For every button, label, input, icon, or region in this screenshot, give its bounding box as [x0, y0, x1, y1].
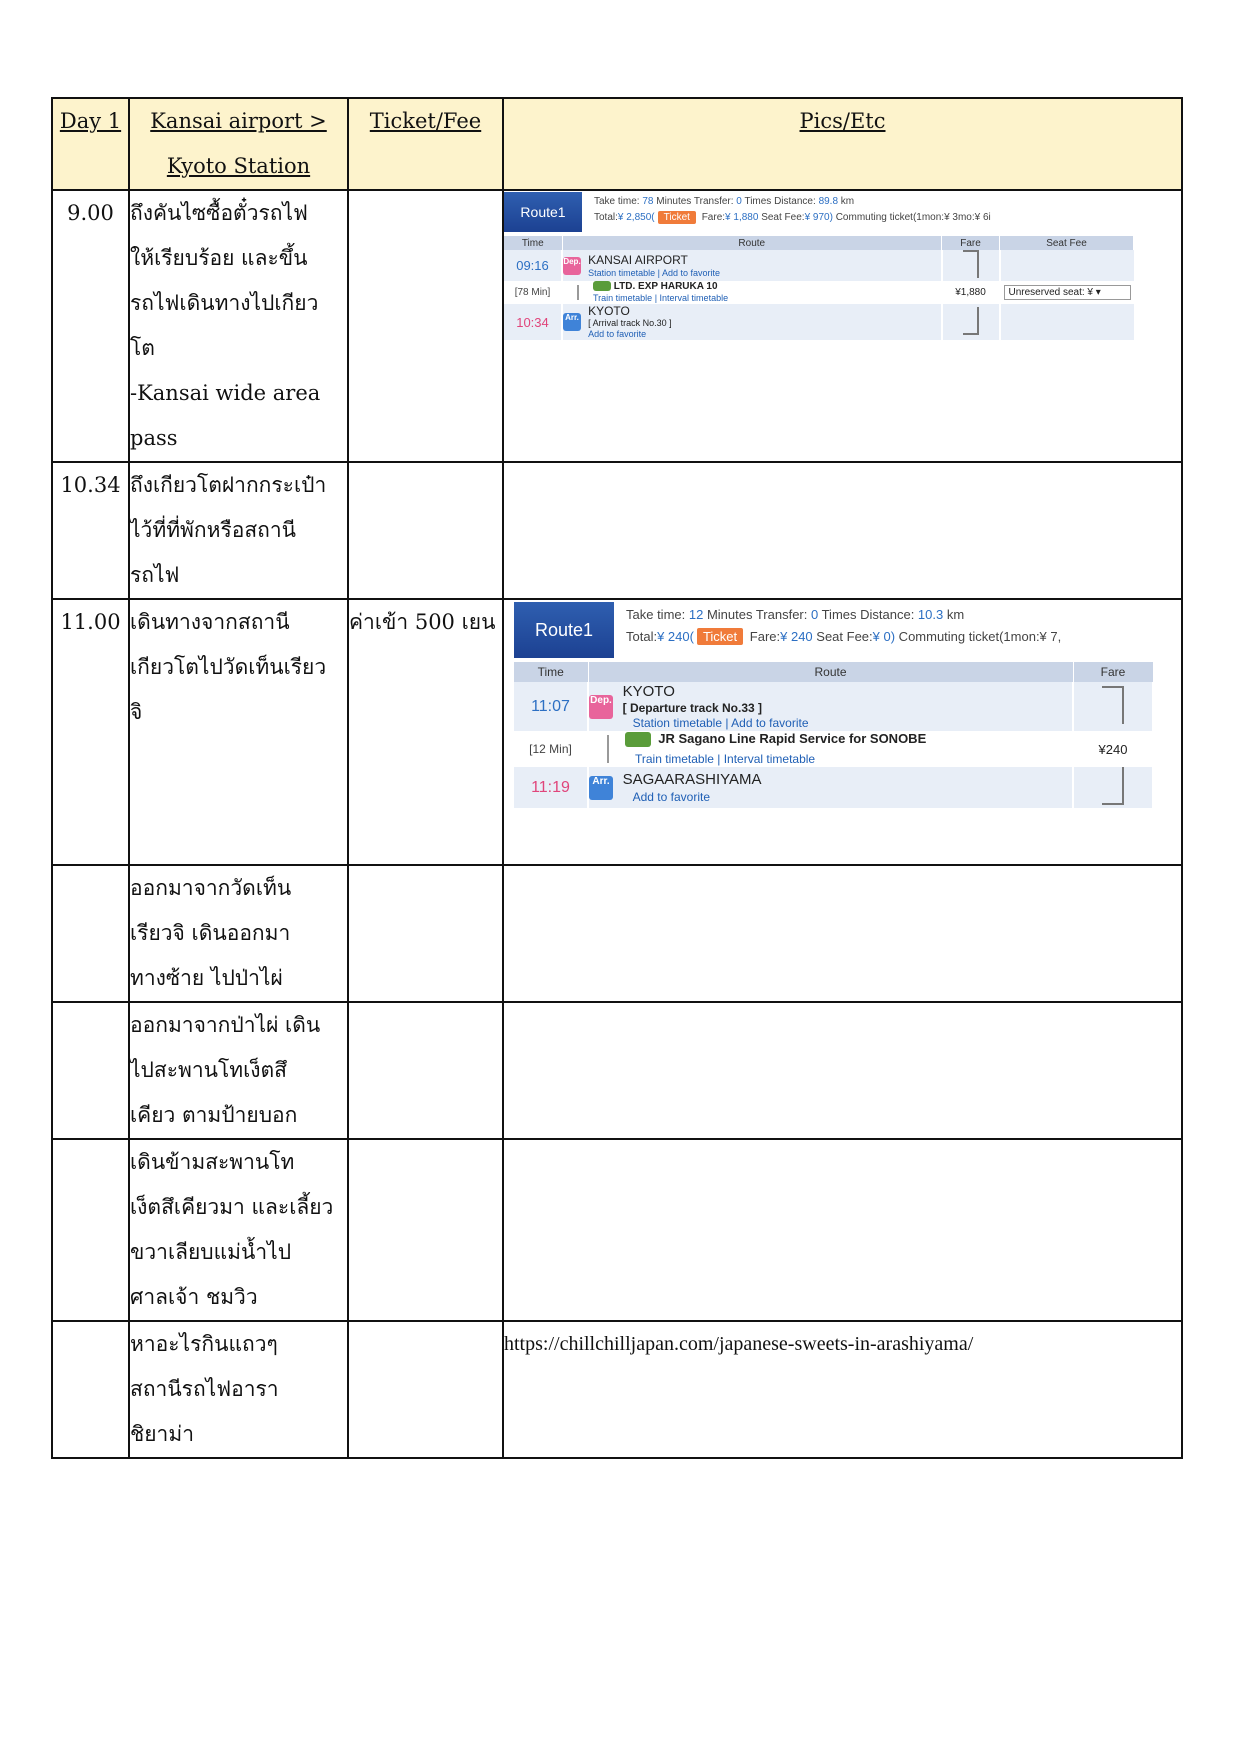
seat-select[interactable]: Unreserved seat: ¥ ▾: [1004, 285, 1131, 300]
table-row: [52, 462, 1182, 599]
departure-icon: Dep.: [589, 695, 613, 719]
train-icon: [593, 281, 611, 291]
row-time: [52, 1139, 129, 1321]
train-timetable-link[interactable]: Train timetable: [635, 752, 714, 767]
header-route: Kansai airport > Kyoto Station: [129, 98, 348, 190]
row-fee: [348, 1139, 503, 1321]
row-fee: [348, 1002, 503, 1139]
sweets-link[interactable]: https://chillchilljapan.com/japanese-sweets-in-arashiyama/: [503, 1321, 1182, 1458]
row-fee: ค่าเข้า 500 เยน: [348, 599, 503, 865]
row-time: 11.00: [52, 599, 129, 865]
row-activity: เดินทางจากสถานี เกียวโตไปวัดเท็นเรียว จิ: [129, 599, 348, 865]
row-fee: [348, 865, 503, 1002]
header-day: Day 1: [52, 98, 129, 190]
departure-time: 09:16: [504, 250, 562, 281]
arrival-time: 10:34: [504, 304, 562, 340]
add-favorite-link[interactable]: Add to favorite: [731, 716, 809, 730]
route-summary: Take time: 78 Minutes Transfer: 0 Times Distance: 89.8 km Total:¥ 2,850( Ticket Fare:¥ 1,880 Seat Fee:¥ 970) Commuting ticket(1mon:¥ 3mo:¥ 6i: [594, 196, 991, 223]
arrival-station: Arr. SAGAARASHIYAMA Add to favorite: [588, 767, 1073, 808]
row-time: 10.34: [52, 462, 129, 599]
interval-timetable-link[interactable]: Interval timetable: [723, 752, 816, 767]
arrival-icon: Arr.: [589, 776, 613, 800]
add-favorite-link[interactable]: Add to favorite: [632, 790, 711, 805]
train-segment: JR Sagano Line Rapid Service for SONOBE Train timetable | Interval timetable: [588, 731, 1073, 767]
table-row: [52, 1139, 1182, 1321]
ticket-badge: Ticket: [658, 211, 696, 224]
arrival-time: 11:19: [514, 767, 588, 808]
row-time: 9.00: [52, 190, 129, 462]
row-activity: หาอะไรกินแถวๆ สถานีรถไฟอารา ชิยาม่า: [129, 1321, 348, 1458]
row-activity: ถึงเกียวโตฝากกระเป๋า ไว้ที่ที่พักหรือสถานี รถไฟ: [129, 462, 348, 599]
row-activity: ออกมาจากวัดเท็น เรียวจิ เดินออกมา ทางซ้าย ไปป่าไผ่: [129, 865, 348, 1002]
route-table: Time Route Fare 11:07 Dep. KYOTO [ Departure track No.33 ] Station timetable | Add to favorite [12 Min] JR Sagano Line Rapid Service for SONOBE Train timetable | Interval timetable ¥240 11:19 Arr. SAGAARASHIYAMA Add to favorite: [514, 662, 1154, 808]
row-pics: [503, 599, 1182, 865]
route-summary: Take time: 12 Minutes Transfer: 0 Times Distance: 10.3 km Total:¥ 240( Ticket Fare:¥ 240 Seat Fee:¥ 0) Commuting ticket(1mon:¥ 7,: [626, 607, 1062, 644]
row-pics: [503, 190, 1182, 462]
station-timetable-link[interactable]: Station timetable: [588, 267, 656, 278]
row-activity: ถึงคันไซซื้อตั๋วรถไฟ ให้เรียบร้อย และขึ้น รถไฟเดินทางไปเกียว โต -Kansai wide area pass: [129, 190, 348, 462]
header-pics: Pics/Etc: [503, 98, 1182, 190]
ride-duration: [12 Min]: [514, 731, 588, 767]
row-time: [52, 1321, 129, 1458]
fare-value: ¥240: [1073, 731, 1153, 767]
add-favorite-link[interactable]: Add to favorite: [588, 329, 647, 339]
row-time: [52, 865, 129, 1002]
train-segment: LTD. EXP HARUKA 10 Train timetable | Interval timetable: [562, 281, 942, 304]
itinerary-table: [51, 97, 1183, 1459]
row-pics: [503, 462, 1182, 599]
header-ticket: Ticket/Fee: [348, 98, 503, 190]
row-activity: ออกมาจากป่าไผ่ เดิน ไปสะพานโทเง็ตสึ เคียว ตามป้ายบอก: [129, 1002, 348, 1139]
row-pics: [503, 1139, 1182, 1321]
train-icon: [625, 732, 651, 747]
ride-duration: [78 Min]: [504, 281, 562, 304]
train-timetable-link[interactable]: Train timetable: [593, 293, 653, 303]
row-pics: [503, 865, 1182, 1002]
departure-station: Dep. KANSAI AIRPORT Station timetable | Add to favorite: [562, 250, 942, 281]
route-table: Time Route Fare Seat Fee 09:16 Dep. KANSAI AIRPORT Station timetable | Add to favorite [78 Min] LTD. EXP HARUKA 10 Train timetable | Interval timetable ¥1,880 Unreserved seat: ¥ ▾ 10:34 Arr. KYOTO [ Arrival track No.30 ] Add to favorite: [504, 236, 1134, 340]
interval-timetable-link[interactable]: Interval timetable: [659, 293, 729, 303]
header-row: [52, 98, 1182, 190]
arrival-station: Arr. KYOTO [ Arrival track No.30 ] Add to favorite: [562, 304, 942, 340]
fare-value: ¥1,880: [942, 281, 1000, 304]
route-tag: Route1: [504, 192, 582, 232]
add-favorite-link[interactable]: Add to favorite: [661, 267, 720, 278]
ticket-badge: Ticket: [697, 628, 743, 645]
route-screenshot-kansai-kyoto: [504, 192, 1134, 340]
row-pics: [503, 1002, 1182, 1139]
row-time: [52, 1002, 129, 1139]
arrival-icon: Arr.: [563, 313, 581, 331]
departure-station: Dep. KYOTO [ Departure track No.33 ] Station timetable | Add to favorite: [588, 682, 1073, 731]
route-screenshot-kyoto-saga: [514, 602, 1154, 808]
departure-icon: Dep.: [563, 257, 581, 275]
row-fee: [348, 462, 503, 599]
table-row: [52, 1321, 1182, 1458]
table-row: [52, 1002, 1182, 1139]
table-row: [52, 599, 1182, 865]
row-fee: [348, 1321, 503, 1458]
route-tag: Route1: [514, 602, 614, 658]
row-fee: [348, 190, 503, 462]
row-activity: เดินข้ามสะพานโท เง็ตสึเคียวมา และเลี้ยว ขวาเลียบแม่น้ำไป ศาลเจ้า ชมวิว: [129, 1139, 348, 1321]
table-row: [52, 190, 1182, 462]
table-row: [52, 865, 1182, 1002]
station-timetable-link[interactable]: Station timetable: [632, 716, 723, 730]
departure-time: 11:07: [514, 682, 588, 731]
